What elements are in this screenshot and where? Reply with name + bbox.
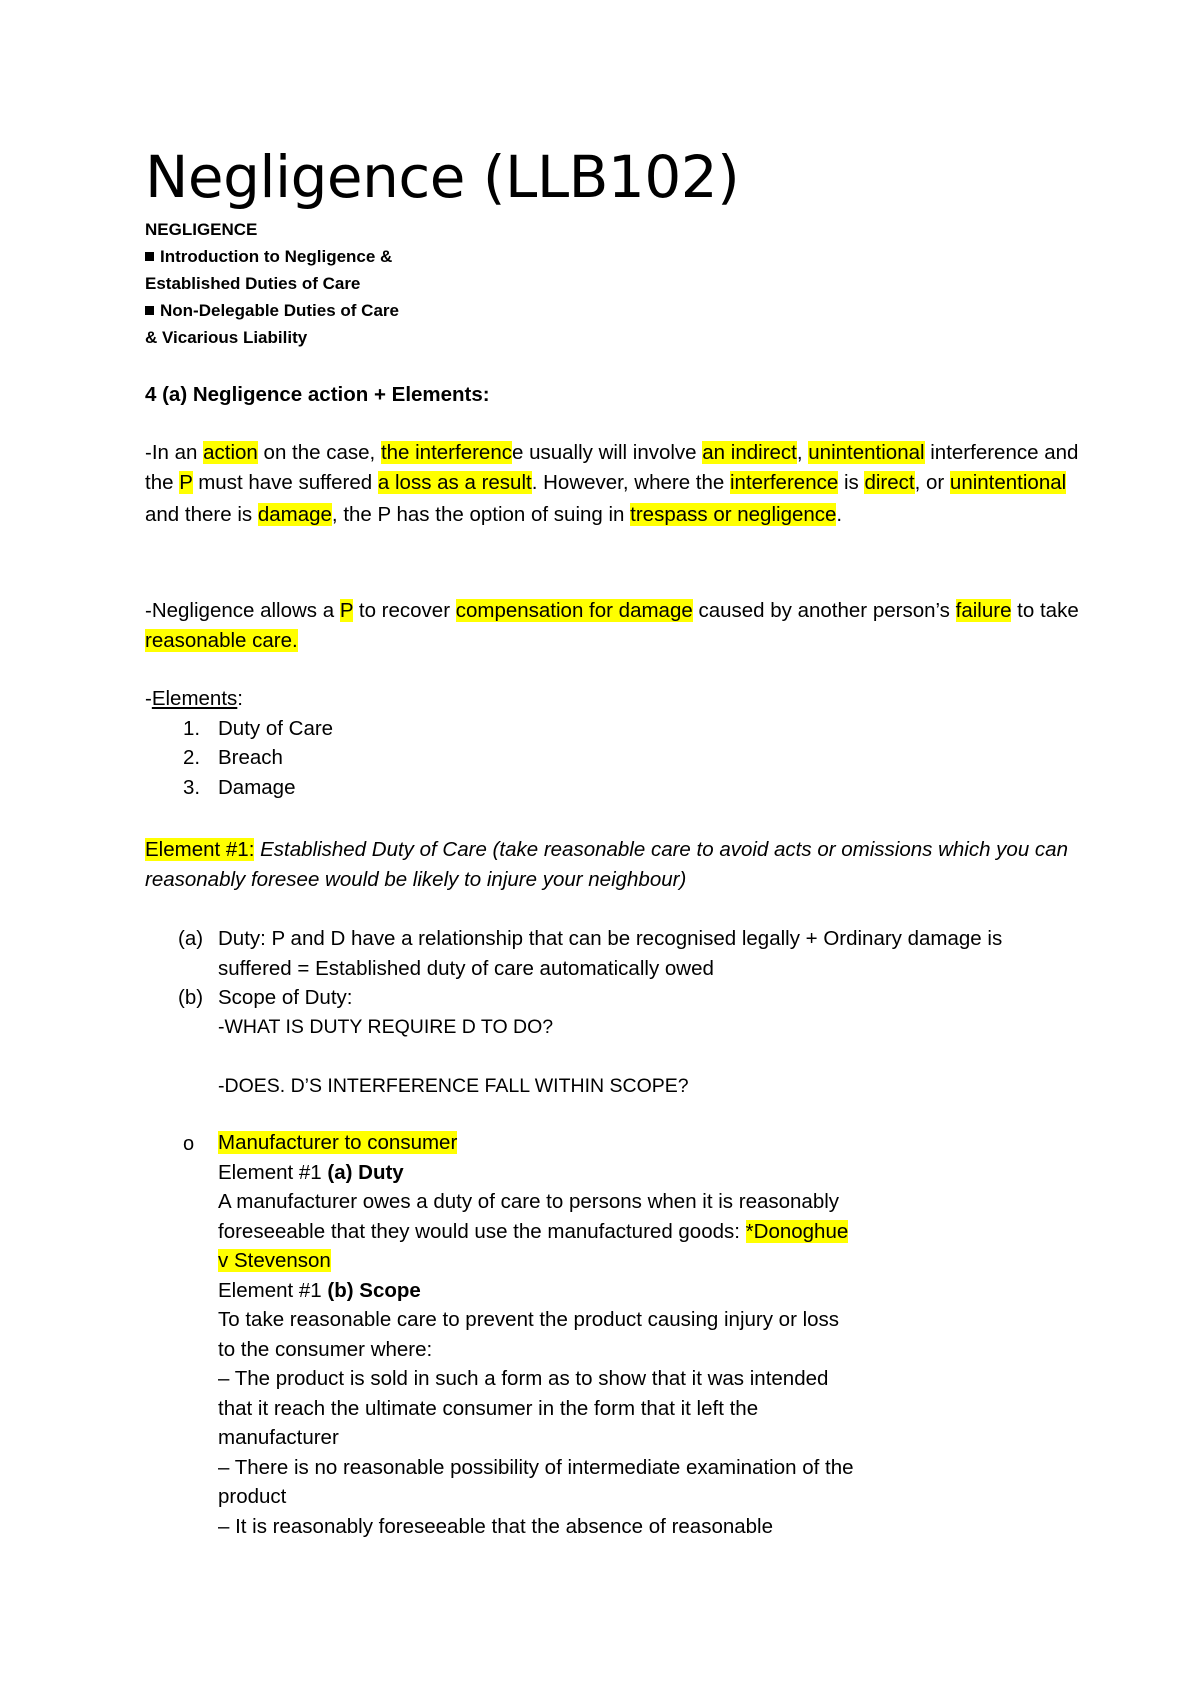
scope-question: -WHAT IS DUTY REQUIRE D TO DO?	[218, 1015, 554, 1038]
element-1-definition: Element #1: Established Duty of Care (take reasonable care to avoid acts or omissions which you can reasonably foresee would be likely to injure your neighbour)	[145, 838, 1068, 891]
paragraph-action-on-the-case: -In an action on the case, the interference usually will involve an indirect, unintentional interference and the P must have suffered a loss as a result. However, where the interference is direct, or unintentional and there is damage, the P has the option of suing in trespass or negligence.	[145, 441, 1079, 526]
list-item: (b) Scope of Duty:	[178, 986, 353, 1009]
toc-item: Introduction to Negligence &	[145, 243, 399, 270]
elements-list	[145, 684, 1080, 802]
scope-text: To take reasonable care to prevent the product causing injury or loss to the consumer where:	[218, 1308, 840, 1361]
square-bullet-icon	[145, 306, 154, 315]
scope-condition: – The product is sold in such a form as to show that it was intended that it reach the ultimate consumer in the form that it left the manufacturer	[218, 1367, 829, 1449]
square-bullet-icon	[145, 252, 154, 261]
duty-text: A manufacturer owes a duty of care to persons when it is reasonably foreseeable that they would use the manufactured goods: *Donoghue v Stevenson	[218, 1190, 849, 1272]
duty-scope-list	[145, 924, 1080, 1101]
toc-item: Non-Delegable Duties of Care	[145, 297, 399, 324]
duty-subheading: Element #1 (a) Duty	[218, 1160, 404, 1184]
scope-condition: – There is no reasonable possibility of intermediate examination of the product	[218, 1455, 854, 1508]
toc-item-continued: Established Duties of Care	[145, 274, 361, 293]
table-of-contents	[145, 216, 399, 351]
circle-bullet-icon: o	[183, 1133, 195, 1155]
scope-condition: – It is reasonably foreseeable that the absence of reasonable	[218, 1514, 774, 1538]
elements-heading: -Elements:	[145, 687, 243, 710]
list-item: 1. Duty of Care	[183, 716, 334, 740]
section-heading: 4 (a) Negligence action + Elements:	[145, 383, 490, 406]
scope-question: -DOES. D’S INTERFERENCE FALL WITHIN SCOPE?	[218, 1074, 689, 1097]
toc-item-continued: & Vicarious Liability	[145, 328, 308, 347]
toc-heading: NEGLIGENCE	[145, 220, 258, 239]
page-title: Negligence (LLB102)	[145, 143, 740, 211]
scope-subheading: Element #1 (b) Scope	[218, 1278, 421, 1302]
manufacturer-section	[218, 1128, 858, 1541]
list-item: 3. Damage	[183, 775, 296, 799]
manufacturer-heading: Manufacturer to consumer	[218, 1131, 458, 1154]
paragraph-negligence-definition: -Negligence allows a P to recover compensation for damage caused by another person’s failure to take reasonable care.	[145, 599, 1079, 652]
list-item: (a) Duty: P and D have a relationship that can be recognised legally + Ordinary damage is suffered = Established duty of care automatically owed	[178, 927, 1003, 980]
list-item: 2. Breach	[183, 746, 283, 769]
